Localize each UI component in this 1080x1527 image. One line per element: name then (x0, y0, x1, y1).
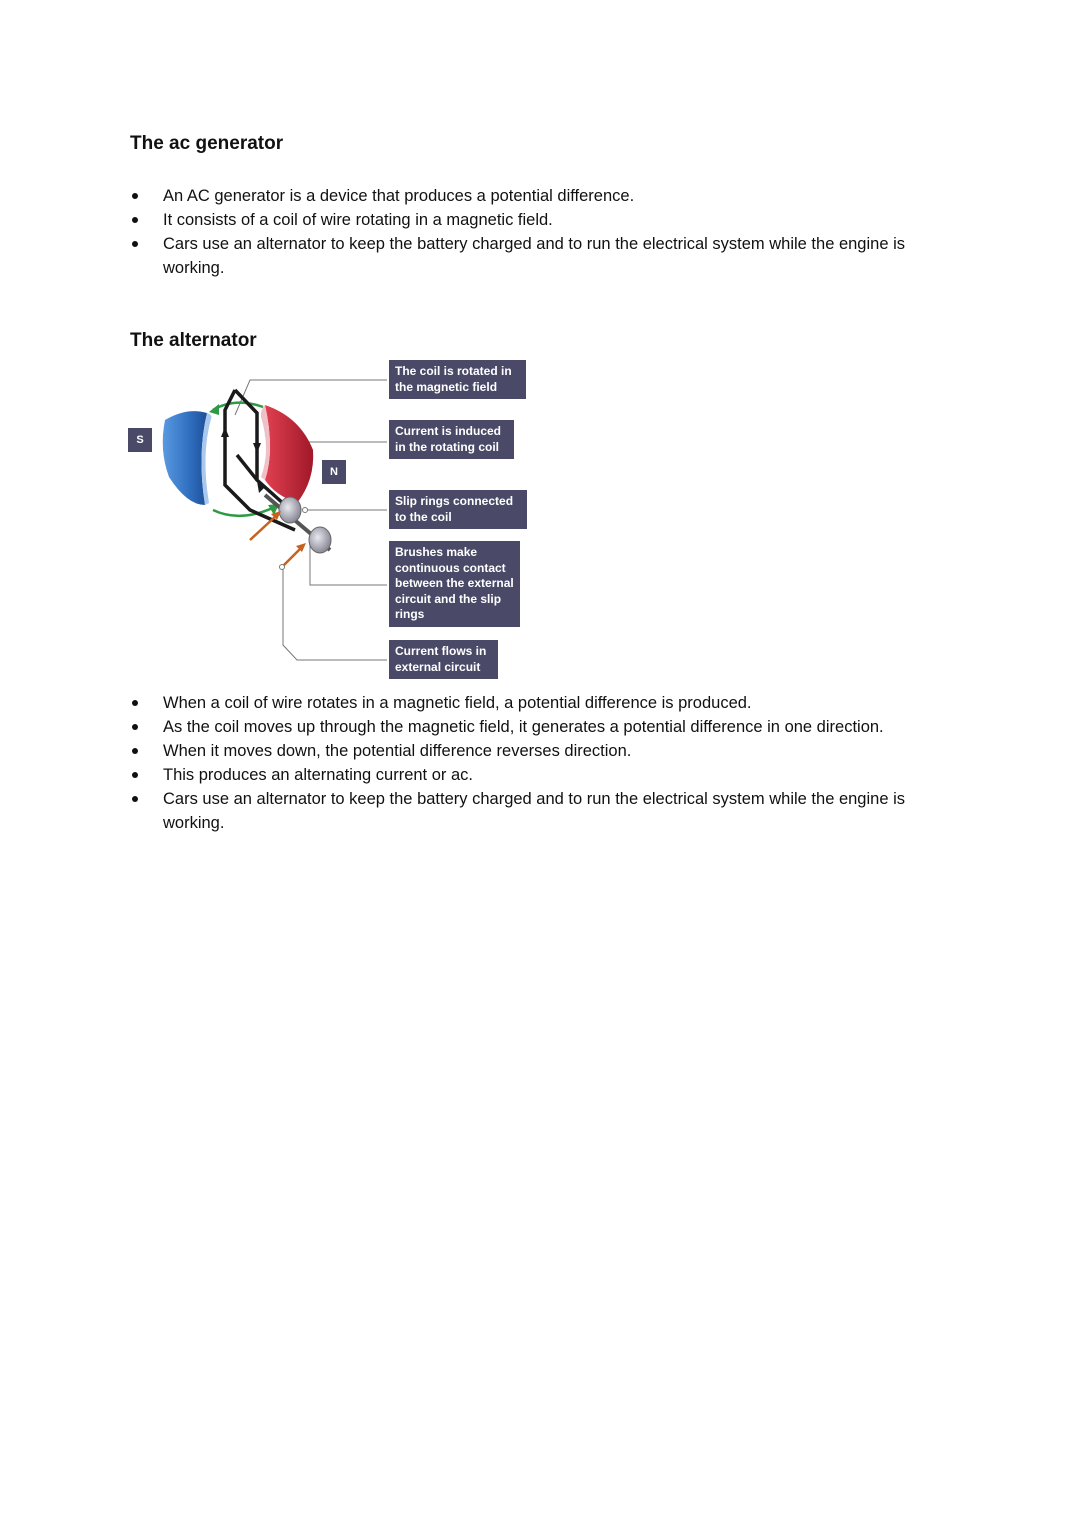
list-item: When a coil of wire rotates in a magnetic field, a potential difference is produced. (130, 691, 950, 715)
north-pole-label: N (322, 460, 346, 484)
diagram-label-current-induced: Current is induced in the rotating coil (389, 420, 514, 459)
list-item: Cars use an alternator to keep the battery charged and to run the electrical system while the engine is working. (130, 787, 950, 835)
diagram-label-coil-rotated: The coil is rotated in the magnetic field (389, 360, 526, 399)
slip-ring-shape (309, 527, 331, 553)
section-title-alternator: The alternator (130, 330, 257, 351)
list-item: When it moves down, the potential difference reverses direction. (130, 739, 950, 763)
list-item: Cars use an alternator to keep the battery charged and to run the electrical system while the engine is working. (130, 232, 950, 280)
south-pole-label: S (128, 428, 152, 452)
slip-ring-shape (279, 497, 301, 523)
list-item: An AC generator is a device that produces a potential difference. (130, 184, 950, 208)
north-magnet-shape (265, 405, 313, 503)
diagram-label-slip-rings: Slip rings connected to the coil (389, 490, 527, 529)
alternator-diagram (125, 355, 545, 690)
list-item: As the coil moves up through the magnetic field, it generates a potential difference in one direction. (130, 715, 950, 739)
south-magnet-shape (163, 411, 207, 505)
section-title-ac-generator: The ac generator (130, 133, 284, 154)
list-item: This produces an alternating current or ac. (130, 763, 950, 787)
ac-generator-bullet-list (130, 184, 950, 280)
diagram-label-external-current: Current flows in external circuit (389, 640, 498, 679)
list-item: It consists of a coil of wire rotating in a magnetic field. (130, 208, 950, 232)
alternator-bullet-list (130, 691, 950, 835)
diagram-label-brushes: Brushes make continuous contact between the external circuit and the slip rings (389, 541, 520, 627)
